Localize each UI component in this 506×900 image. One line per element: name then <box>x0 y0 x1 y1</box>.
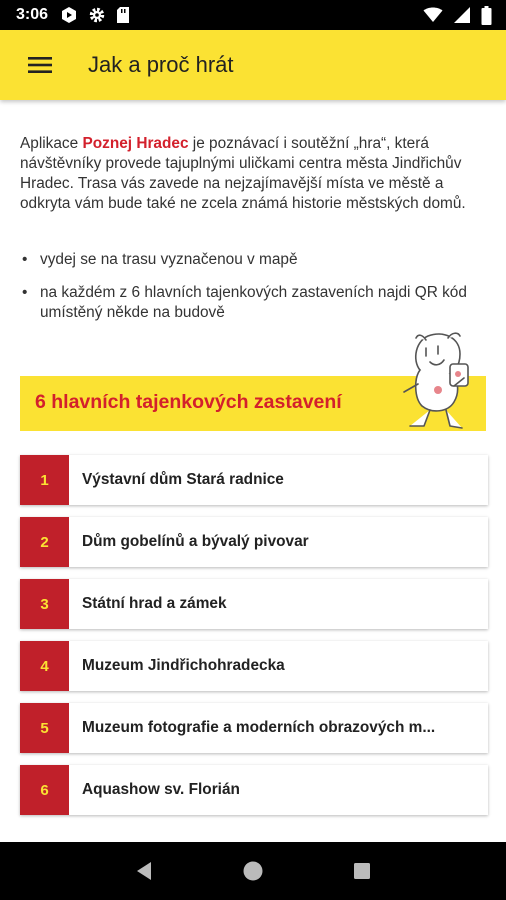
stop-number: 1 <box>20 455 69 505</box>
app-notification-icon <box>60 6 78 24</box>
stops-list <box>20 455 488 827</box>
intro-text: je poznávací i soutěžní „hra“, která návštěvníky provede tajuplnými uličkami centra města Jindřichův Hradec. Trasa vás zavede na nejzajímavější místa ve městě a odkryta vám bude také ne zcela známá historie městských domů. <box>20 135 466 212</box>
status-time: 3:06 <box>16 6 49 23</box>
stop-name: Dům gobelínů a bývalý pivovar <box>82 533 309 550</box>
stop-name: Muzeum fotografie a moderních obrazových m... <box>82 719 436 736</box>
stop-number: 6 <box>20 765 69 815</box>
main-content[interactable] <box>0 100 506 842</box>
stop-item[interactable] <box>20 455 488 505</box>
bullet-item: • vydej se na trasu vyznačenou v mapě <box>20 250 486 270</box>
stop-item[interactable] <box>20 641 488 691</box>
recents-icon[interactable] <box>342 851 382 891</box>
back-icon[interactable] <box>124 851 164 891</box>
stop-item[interactable] <box>20 703 488 753</box>
app-bar <box>0 30 506 100</box>
intro-prefix: Aplikace <box>20 135 83 152</box>
stop-item[interactable] <box>20 765 488 815</box>
stop-number: 5 <box>20 703 69 753</box>
signal-icon <box>453 6 471 24</box>
battery-icon <box>481 6 492 25</box>
intro-paragraph <box>20 134 486 214</box>
stop-item[interactable] <box>20 517 488 567</box>
stop-number: 3 <box>20 579 69 629</box>
home-icon[interactable] <box>233 851 273 891</box>
gear-icon <box>88 6 106 24</box>
system-nav-bar <box>0 842 506 900</box>
stop-name: Výstavní dům Stará radnice <box>82 471 284 488</box>
stop-name: Aquashow sv. Florián <box>82 781 240 798</box>
stop-number: 2 <box>20 517 69 567</box>
stop-number: 4 <box>20 641 69 691</box>
mascot-illustration <box>392 330 482 430</box>
stop-name: Muzeum Jindřichohradecka <box>82 657 285 674</box>
wifi-icon <box>423 6 443 24</box>
stop-name: Státní hrad a zámek <box>82 595 227 612</box>
stop-item[interactable] <box>20 579 488 629</box>
section-title: 6 hlavních tajenkových zastavení <box>35 391 342 413</box>
brand-name: Poznej Hradec <box>82 135 189 152</box>
bullet-item: • na každém z 6 hlavních tajenkových zastaveních najdi QR kód umístěný někde na budově <box>20 283 486 323</box>
page-title: Jak a proč hrát <box>88 52 234 77</box>
sd-card-icon <box>116 6 130 24</box>
hamburger-menu-icon[interactable] <box>20 45 60 85</box>
bullet-list <box>20 250 486 336</box>
status-bar <box>0 0 506 30</box>
